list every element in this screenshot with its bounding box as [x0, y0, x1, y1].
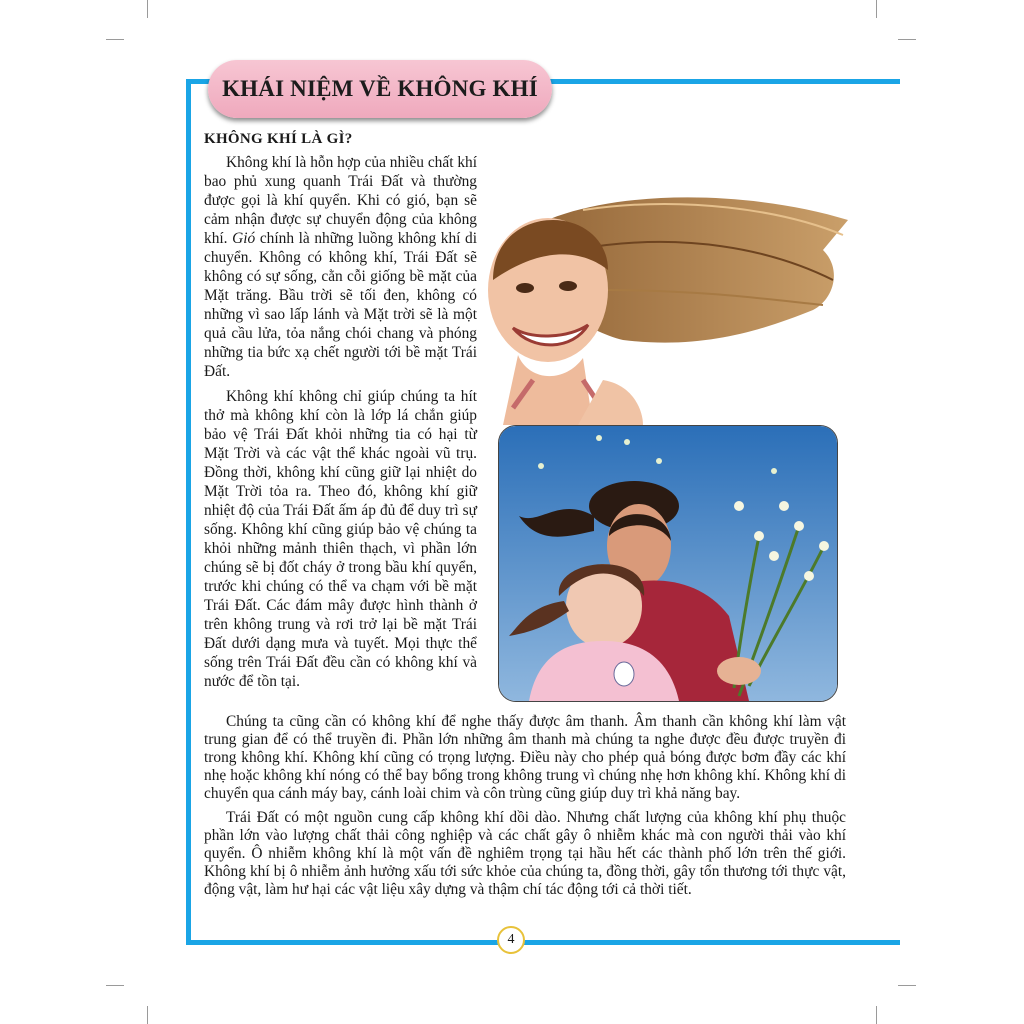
girl-hair-photo — [483, 180, 853, 425]
title-banner — [208, 60, 552, 118]
crop-mark — [876, 0, 877, 18]
body-text — [204, 713, 846, 905]
page-number: 4 — [497, 926, 525, 954]
paragraph: Không khí không chỉ giúp chúng ta hít thở mà không khí còn là lớp lá chắn giúp bảo vệ Trái Đất khỏi những tia có hại từ Mặt Trời và các vật thể khác ngoài vũ trụ. Đồng thời, không khí cũng giữ lại nhiệt do Mặt Trời tỏa ra. Theo đó, không khí giữ nhiệt độ của Trái Đất ấm áp đủ để duy trì sự sống. Không khí cũng giúp bảo vệ chúng ta khỏi những mảnh thiên thạch, vì phần lớn chúng sẽ bị đốt cháy ở trong bầu khí quyển, trước khi chúng có thể va chạm với bề mặt Trái Đất. Các đám mây được hình thành ở trên không trung và rơi trở lại bề mặt Trái Đất dưới dạng mưa và tuyết. Mọi thực thể sống trên Trái Đất đều cần có không khí và nước để tồn tại. — [204, 388, 477, 690]
paragraph-text: Không khí là hỗn hợp của nhiều chất khí bao phủ xung quanh Trái Đất và thường được gọi là khí quyển. Khi có gió, bạn sẽ cảm nhận được sự chuyển động của không khí. — [204, 154, 477, 247]
crop-mark — [147, 0, 148, 18]
crop-mark — [876, 1006, 877, 1024]
photo-illustration — [499, 426, 837, 701]
crop-mark — [106, 985, 124, 986]
crop-mark — [898, 39, 916, 40]
paragraph: Trái Đất có một nguồn cung cấp không khí dồi dào. Nhưng chất lượng của không khí phụ thuộc phần lớn vào lượng chất thải công nghiệp và các chất gây ô nhiễm khác mà con người thải vào khí quyển. Ô nhiễm không khí là một vấn đề nghiêm trọng tại hầu hết các thành phố lớn trên thế giới. Không khí bị ô nhiễm ảnh hưởng xấu tới sức khỏe của chúng ta, đồng thời, gây tổn thương tới thực vật, động vật, làm hư hại các vật liệu xây dựng và thậm chí tác động tới cả thời tiết. — [204, 809, 846, 898]
crop-mark — [106, 39, 124, 40]
page-title: KHÁI NIỆM VỀ KHÔNG KHÍ — [222, 76, 538, 101]
text-column — [204, 153, 477, 697]
paragraph — [204, 153, 477, 381]
crop-mark — [898, 985, 916, 986]
section-heading: KHÔNG KHÍ LÀ GÌ? — [204, 131, 353, 147]
crop-mark — [147, 1006, 148, 1024]
frame-left-border — [186, 79, 191, 945]
italic-term: Gió — [232, 230, 256, 247]
mother-daughter-photo — [498, 425, 838, 702]
paragraph: Chúng ta cũng cần có không khí để nghe thấy được âm thanh. Âm thanh cần không khí làm vật trung gian để có thể truyền đi. Phần lớn những âm thanh mà chúng ta nghe được đều được truyền đi trong không khí. Không khí cũng có trọng lượng. Điều này cho phép quả bóng được bơm đầy các khí nhẹ hoặc không khí nóng có thể bay bổng trong không trung vì chúng nhẹ hơn không khí. Không khí di chuyển qua cánh máy bay, cánh loài chim và côn trùng cũng giúp duy trì khả năng bay. — [204, 713, 846, 802]
frame-bottom-border — [186, 940, 900, 945]
paragraph-text: chính là những luồng không khí di chuyển. Không có không khí, Trái Đất sẽ không có sự sống, cằn cỗi giống bề mặt của Mặt trăng. Bầu trời sẽ tối đen, không có những vì sao lấp lánh và Mặt trời sẽ là một quả cầu lửa, tỏa nắng chói chang và phóng những tia bức xạ chết người tới bề mặt Trái Đất. — [204, 230, 477, 380]
